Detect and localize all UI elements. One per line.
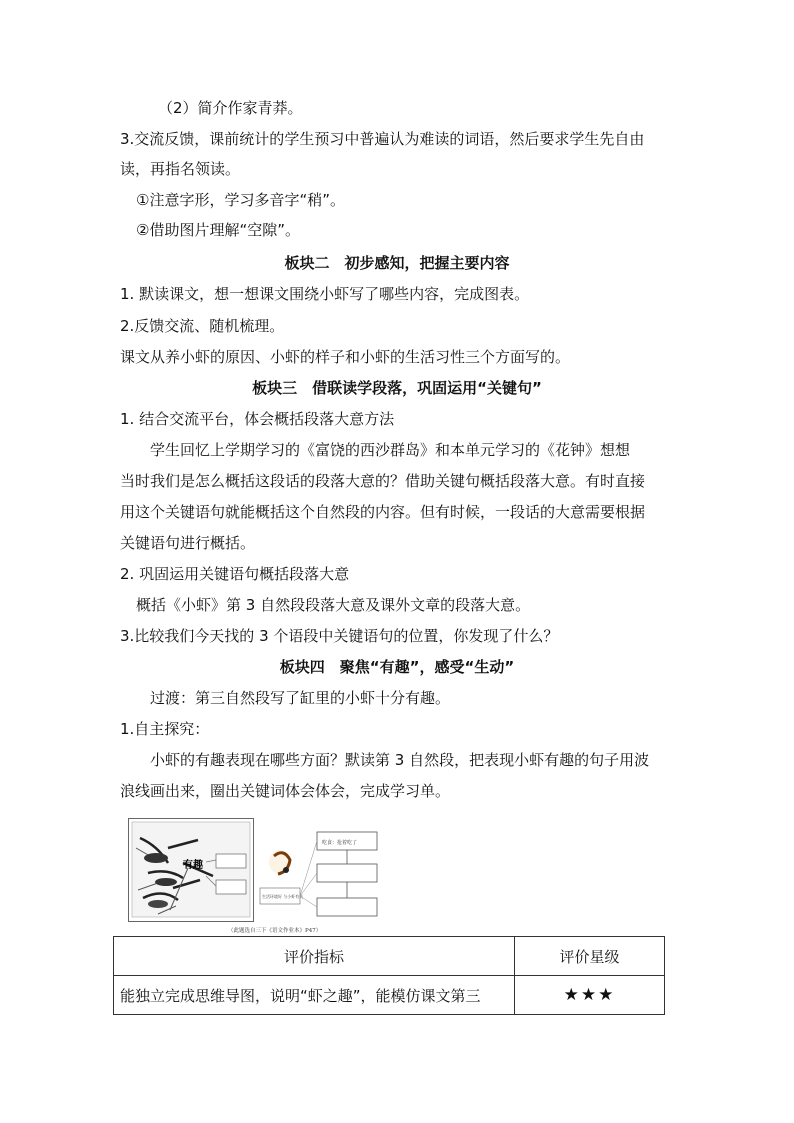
shrimp-label: 有趣 bbox=[183, 860, 203, 871]
figure-caption: （此题选自三下《语文作业本》P47） bbox=[228, 928, 322, 934]
paragraph-line: ①注意字形，学习多音字“稍”。 bbox=[136, 191, 345, 209]
paragraph-line: 当时我们是怎么概括这段话的段落大意的？借助关键句概括段落大意。有时直接 bbox=[120, 472, 646, 490]
paragraph-line: 浪线画出来，圈出关键词体会体会，完成学习单。 bbox=[120, 782, 451, 800]
header-stars: 评价星级 bbox=[515, 937, 665, 976]
paragraph-line: （2）简介作家青莽。 bbox=[158, 99, 303, 117]
paragraph-line: 用这个关键语句就能概括这个自然段的内容。但有时候，一段话的大意需要根据 bbox=[120, 503, 646, 521]
header-criterion: 评价指标 bbox=[114, 937, 515, 976]
paragraph-line: 读，再指名领读。 bbox=[120, 160, 241, 178]
stars-cell: ★★★ bbox=[515, 976, 665, 1015]
paragraph-line: 过渡：第三自然段写了缸里的小虾十分有趣。 bbox=[150, 689, 451, 707]
flow-chart bbox=[300, 832, 377, 916]
table-row bbox=[114, 976, 665, 1015]
paragraph-line: 学生回忆上学期学习的《富饶的西沙群岛》和本单元学习的《花钟》想想 bbox=[150, 441, 631, 459]
worksheet-figure bbox=[128, 818, 388, 938]
paragraph-line: 关键语句进行概括。 bbox=[120, 534, 256, 552]
evaluation-table bbox=[113, 936, 665, 1015]
shrimp-image bbox=[129, 819, 254, 922]
side-note: 生活环境好 与小虾有关 bbox=[262, 894, 304, 899]
paragraph-line: 1.自主探究： bbox=[120, 720, 210, 738]
flow-box-1-text: 吃食：抢着吃了 bbox=[322, 840, 358, 846]
paragraph-line: 概括《小虾》第 3 自然段段落大意及课外文章的段落大意。 bbox=[136, 596, 531, 614]
paragraph-line: 3.交流反馈，课前统计的学生预习中普遍认为难读的词语，然后要求学生先自由 bbox=[120, 130, 645, 148]
paragraph-line: 2. 巩固运用关键语句概括段落大意 bbox=[120, 565, 350, 583]
criterion-cell: 能独立完成思维导图，说明“虾之趣”，能模仿课文第三 bbox=[114, 976, 515, 1015]
paragraph-line: 1. 默读课文，想一想课文围绕小虾写了哪些内容，完成图表。 bbox=[120, 285, 530, 303]
paragraph-line: ②借助图片理解“空隙”。 bbox=[136, 221, 300, 239]
paragraph-line: 1. 结合交流平台，体会概括段落大意方法 bbox=[120, 410, 395, 428]
paragraph-line: 小虾的有趣表现在哪些方面？默读第 3 自然段，把表现小虾有趣的句子用波 bbox=[150, 751, 650, 769]
section-heading-2: 板块二 初步感知，把握主要内容 bbox=[284, 254, 510, 272]
paragraph-line: 3.比较我们今天找的 3 个语段中关键语句的位置，你发现了什么？ bbox=[120, 627, 559, 645]
paragraph-line: 2.反馈交流、随机梳理。 bbox=[120, 317, 285, 335]
small-shrimp-photo bbox=[260, 850, 303, 904]
paragraph-line: 课文从养小虾的原因、小虾的样子和小虾的生活习性三个方面写的。 bbox=[120, 348, 571, 366]
table-header-row bbox=[114, 937, 665, 976]
section-heading-3: 板块三 借联读学段落，巩固运用“关键句” bbox=[252, 379, 542, 397]
section-heading-4: 板块四 聚焦“有趣”，感受“生动” bbox=[279, 658, 515, 676]
